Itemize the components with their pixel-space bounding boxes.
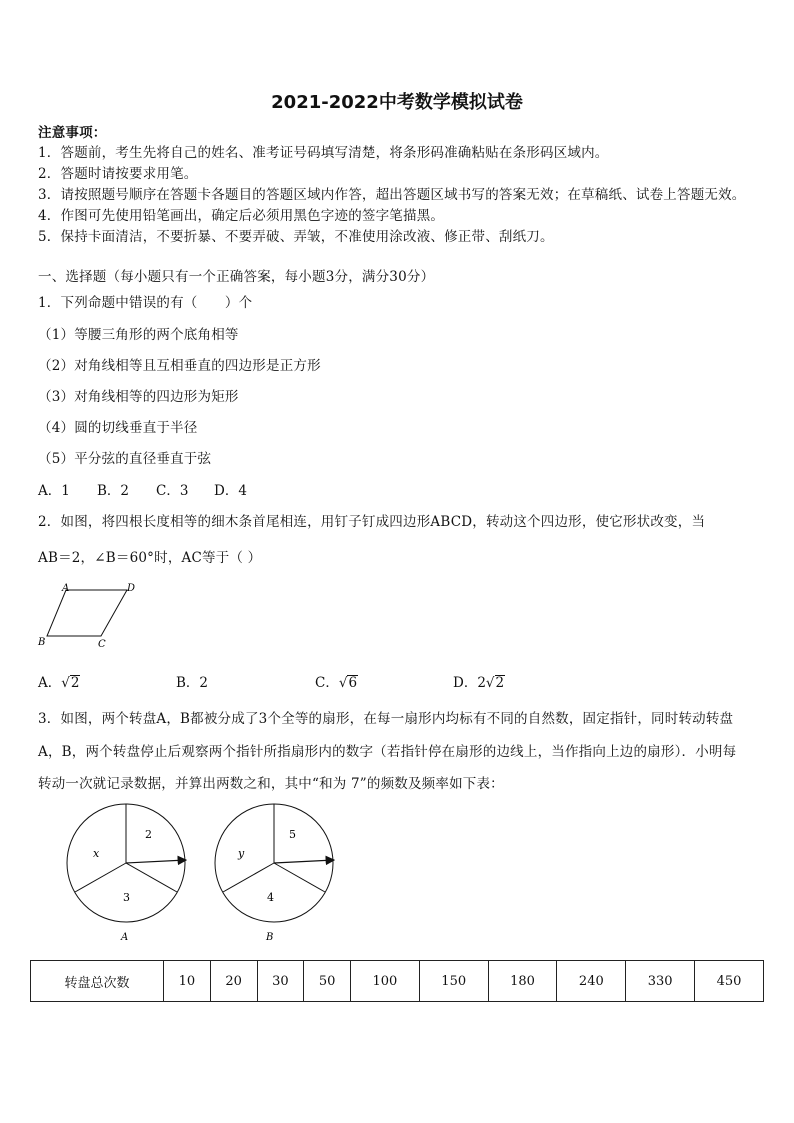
q2-option-d-radicand: 2	[495, 675, 505, 691]
q1-option-a: A．1	[38, 483, 70, 499]
vertex-d-label: D	[127, 583, 136, 594]
table-cell: 10	[164, 961, 211, 1002]
notice-item-1: 1．答题前，考生先将自己的姓名、准考证号码填写清楚，将条形码准确粘贴在条形码区域内。	[38, 145, 609, 161]
table-cell: 330	[626, 961, 695, 1002]
table-cell: 50	[304, 961, 351, 1002]
sqrt-sign: √	[485, 675, 495, 691]
q1-item-3: （3）对角线相等的四边形为矩形	[38, 389, 239, 405]
spinner-a-caption: A	[121, 932, 129, 943]
q3-line-2: A，B，两个转盘停止后观察两个指针所指扇形内的数字（若指针停在扇形的边线上，当作指向上边的扇形）．小明每	[38, 744, 737, 760]
q1-option-c: C．3	[156, 483, 189, 499]
notice-heading: 注意事项：	[38, 125, 107, 141]
vertex-a-label: A	[62, 583, 70, 594]
spinner-a-sector-bottom: 3	[123, 891, 130, 904]
q1-option-d: D．4	[214, 483, 247, 499]
q1-item-1: （1）等腰三角形的两个底角相等	[38, 327, 239, 343]
section-heading: 一、选择题（每小题只有一个正确答案，每小题3分，满分30分）	[38, 269, 435, 285]
page-title: 2021-2022中考数学模拟试卷	[271, 92, 523, 113]
q2-option-c-prefix: C．	[315, 675, 339, 691]
table-cell: 100	[351, 961, 420, 1002]
q3-spinners-figure	[60, 800, 360, 950]
q2-option-c	[315, 671, 358, 691]
q1-item-4: （4）圆的切线垂直于半径	[38, 420, 198, 436]
spinner-b-sector-left: y	[238, 847, 245, 860]
parallelogram-shape	[47, 590, 127, 636]
q2-option-c-radicand: 6	[348, 675, 358, 691]
notice-item-2: 2．答题时请按要求用笔。	[38, 166, 198, 182]
pointer-arrow-b	[274, 860, 334, 863]
q2-option-d	[453, 671, 505, 691]
table-cell: 180	[488, 961, 557, 1002]
q2-condition: AB＝2，∠B＝60°时，AC等于（ ）	[38, 550, 262, 566]
vertex-c-label: C	[98, 639, 106, 650]
table-cell: 150	[419, 961, 488, 1002]
spinner-b-sector-top: 5	[289, 828, 296, 841]
sqrt-sign: √	[61, 675, 70, 691]
vertex-b-label: B	[38, 637, 46, 648]
notice-item-5: 5．保持卡面清洁，不要折暴、不要弄破、弄皱，不准使用涂改液、修正带、刮纸刀。	[38, 229, 554, 245]
pointer-arrow-a	[126, 860, 186, 863]
q2-parallelogram-figure	[34, 580, 144, 650]
q2-stem: 2．如图，将四根长度相等的细木条首尾相连，用钉子钉成四边形ABCD，转动这个四边形，使它形状改变，当	[38, 514, 706, 530]
q3-line-3: 转动一次就记录数据，并算出两数之和，其中“和为 7”的频数及频率如下表：	[38, 776, 504, 792]
table-header-cell: 转盘总次数	[31, 961, 164, 1002]
spinner-b-sector-bottom: 4	[267, 891, 274, 904]
q2-option-a	[38, 671, 80, 691]
table-cell: 30	[257, 961, 304, 1002]
q1-stem: 1．下列命题中错误的有（ ）个	[38, 295, 253, 311]
q3-frequency-table	[30, 960, 764, 1002]
q3-line-1: 3．如图，两个转盘A，B都被分成了3个全等的扇形，在每一扇形内均标有不同的自然数，固定指针，同时转动转盘	[38, 711, 734, 727]
spinner-a-sector-top: 2	[145, 828, 152, 841]
notice-item-4: 4．作图可先使用铅笔画出，确定后必须用黑色字迹的签字笔描黑。	[38, 208, 445, 224]
sqrt-sign: √	[338, 675, 348, 691]
notice-item-3: 3．请按照题号顺序在答题卡各题目的答题区域内作答，超出答题区域书写的答案无效；在草稿纸、试卷上答题无效。	[38, 187, 746, 203]
q2-option-a-prefix: A．	[38, 675, 62, 691]
spinner-a	[67, 804, 186, 943]
spinner-b-caption: B	[266, 932, 274, 943]
spinner-a-sector-left: x	[93, 847, 100, 860]
table-cell: 20	[210, 961, 257, 1002]
q1-option-b: B．2	[97, 483, 130, 499]
q2-option-d-prefix: D．2	[453, 675, 486, 691]
q1-item-5: （5）平分弦的直径垂直于弦	[38, 451, 212, 467]
table-cell: 450	[695, 961, 764, 1002]
q2-option-b: B．2	[176, 675, 209, 691]
q2-option-a-radicand: 2	[70, 675, 80, 691]
q1-item-2: （2）对角线相等且互相垂直的四边形是正方形	[38, 358, 321, 374]
table-cell: 240	[557, 961, 626, 1002]
spinner-b	[215, 804, 334, 943]
table-row	[31, 961, 764, 1002]
